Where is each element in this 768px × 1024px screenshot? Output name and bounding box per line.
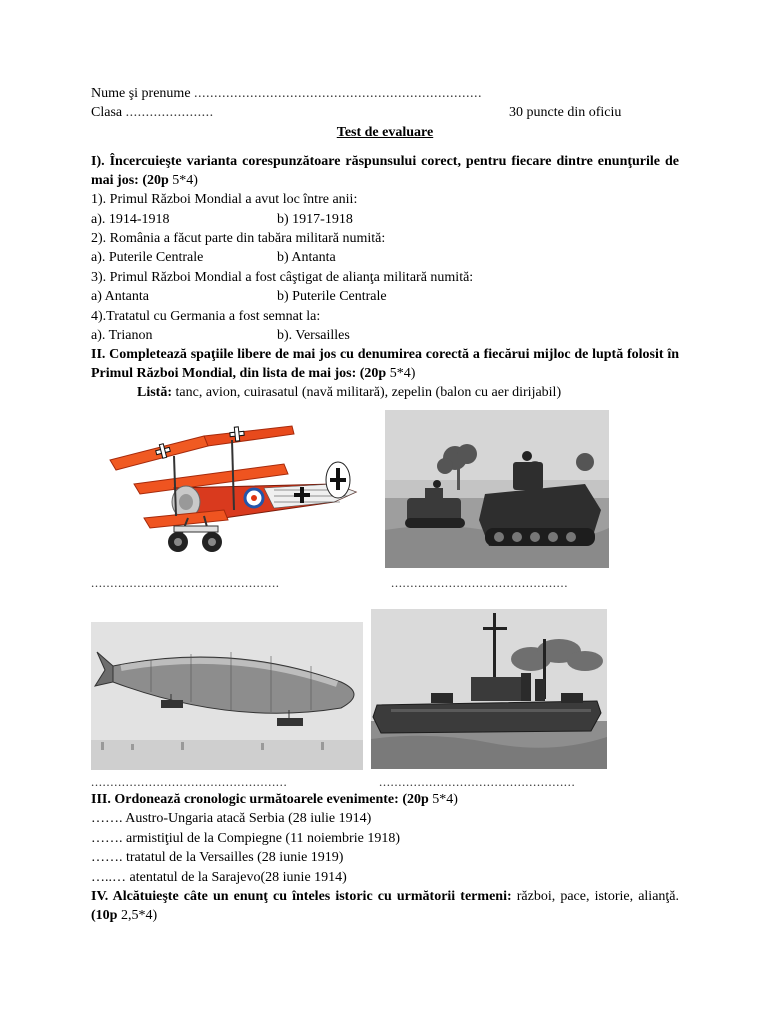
event-1[interactable]: ……. Austro-Ungaria atacă Serbia (28 iulie 1914) <box>91 811 372 827</box>
tanks-photo <box>385 410 609 568</box>
weapons-list <box>91 383 679 402</box>
name-blank[interactable]: ........................................................................ <box>194 86 483 101</box>
section1-heading: I). Încercuieşte varianta corespunzătoare răspunsului corect, pentru fiecare dintre enunţurile de mai jos: (20p 5*4) <box>91 154 679 189</box>
page-title: Test de evaluare <box>336 124 434 140</box>
option-a[interactable]: a). Trianon <box>91 327 153 343</box>
question-2-options <box>91 248 679 267</box>
question-4: 4).Tratatul cu Germania a fost semnat la: <box>91 308 321 324</box>
section4-terms: război, pace, istorie, alianţă. <box>516 888 680 904</box>
question-3: 3). Primul Război Mondial a fost câştigat de alianţa militară numită: <box>91 269 474 285</box>
list-label: Listă: <box>137 385 172 401</box>
event-3[interactable]: ……. tratatul de la Versailles (28 iunie 1919) <box>91 850 344 866</box>
name-label: Nume şi prenume <box>91 86 191 101</box>
section3-heading: III. Ordonează cronologic următoarele evenimente: (20p 5*4) <box>91 792 458 807</box>
option-a[interactable]: a) Antanta <box>91 289 149 305</box>
worksheet <box>91 84 679 403</box>
lower-sections <box>91 790 679 925</box>
option-b[interactable]: b) 1917-1918 <box>277 211 353 227</box>
triplane-image <box>104 418 372 558</box>
answer-blank-2[interactable]: .............................................. <box>391 575 569 590</box>
question-3-options <box>91 287 679 306</box>
question-2: 2). România a făcut parte din tabăra militară numită: <box>91 230 386 246</box>
answer-blank-4[interactable]: ................................................... <box>379 774 576 789</box>
question-4-options <box>91 326 679 345</box>
section2-heading: II. Completează spaţiile libere de mai jos cu denumirea corectă a fiecărui mijloc de luptă folosit în Primul Război Mondial, din lista de mai jos: (20p 5*4) <box>91 347 679 382</box>
question-1-options <box>91 210 679 229</box>
battleship-photo <box>371 609 607 769</box>
list-items: tanc, avion, cuirasatul (navă militară), zepelin (balon cu aer dirijabil) <box>175 385 562 401</box>
class-blank[interactable]: ...................... <box>125 105 214 121</box>
name-line <box>91 84 679 103</box>
option-b[interactable]: b) Puterile Centrale <box>277 289 387 305</box>
answer-blank-1[interactable]: ................................................. <box>91 575 280 590</box>
answer-blank-3[interactable]: ................................................... <box>91 774 288 789</box>
class-line <box>91 103 679 122</box>
class-label: Clasa <box>91 105 123 121</box>
zeppelin-photo <box>91 622 363 770</box>
question-1: 1). Primul Război Mondial a avut loc între anii: <box>91 192 358 208</box>
option-b[interactable]: b). Versailles <box>277 327 350 343</box>
option-a[interactable]: a). 1914-1918 <box>91 211 170 227</box>
event-4[interactable]: …..… atentatul de la Sarajevo(28 iunie 1914) <box>91 869 347 885</box>
option-b[interactable]: b) Antanta <box>277 250 336 266</box>
bonus-points-note: 30 puncte din oficiu <box>509 105 622 121</box>
option-a[interactable]: a). Puterile Centrale <box>91 250 204 266</box>
section4-heading: IV. Alcătuieşte câte un enunţ cu înteles istoric cu următorii termeni: război, pace, istorie, alianţă. (10p 2,5*4) <box>91 888 680 923</box>
event-2[interactable]: ……. armistiţiul de la Compiegne (11 noiembrie 1918) <box>91 830 400 846</box>
